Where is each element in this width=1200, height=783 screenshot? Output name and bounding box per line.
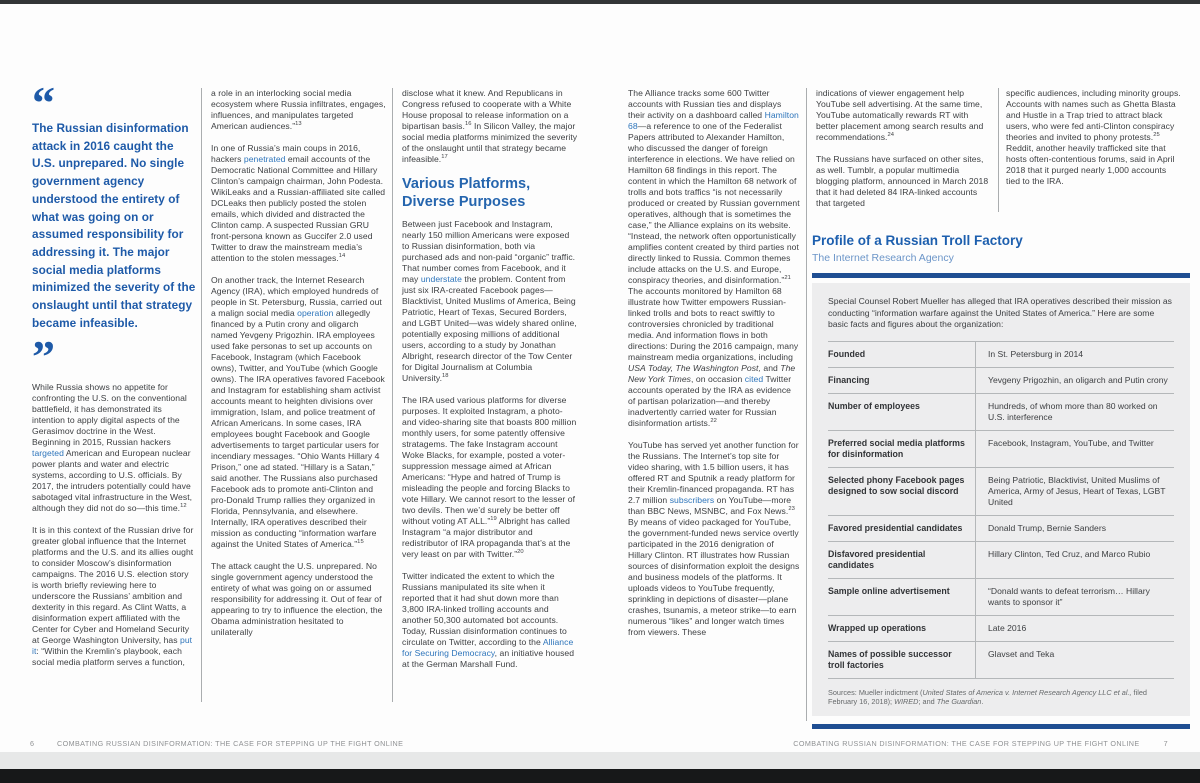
page6-column-1-text	[32, 382, 196, 668]
footnote-ref: 15	[357, 539, 364, 546]
profile-row-value: “Donald wants to defeat terrorism… Hillary wants to sponsor it”	[975, 579, 1174, 615]
page6-column-3	[402, 88, 578, 681]
body-paragraph: a role in an interlocking social media ecosystem where Russia infiltrates, engages, influences, and manipulates targeted American audiences.”$^{13}$	[211, 88, 386, 131]
footer-gray-band	[0, 752, 1200, 769]
profile-row-value: Facebook, Instagram, YouTube, and Twitter	[975, 431, 1174, 467]
page7-column-1	[628, 88, 800, 649]
footnote-ref: 12	[180, 503, 187, 510]
page7-column-3	[1006, 88, 1181, 198]
footnote-ref: 17	[441, 154, 448, 161]
bottom-border-bar	[0, 769, 1200, 783]
body-paragraph: It is in this context of the Russian drive for greater global influence that the Internet platforms and the U.S. and its allies ought to consider Moscow’s disinformation campaigns. The 2016 U.S. election story is worth briefly reviewing here to underscore the Russians’ ambition and dexterity in this regard. As Clint Watts, a disinformation expert affiliated with the Center for Cyber and Homeland Security at George Washington University, has put it: “Within the Kremlin’s playbook, each social media platform serves a function,	[32, 525, 194, 668]
footnote-ref: 16	[464, 121, 472, 128]
body-paragraph: YouTube has served yet another function for the Russians. The Internet’s top site for video sharing, with 1.5 billion users, it has offered RT and Sputnik a ready platform for their Kremlin-financed propaganda. RT has 2.7 million subscribers on YouTube—more than BBC News, MSNBC, and Fox News.$^{23}$ By means of video packaged for YouTube, the government-funded news service overtly participated in the 2016 denigration of Hillary Clinton. RT illustrates how Russian sources of disinformation exploit the designs and business models of the platforms. It uploads videos to YouTube frequently, sprinkling in depictions of disaster—plane crashes, tsunamis, a meteor strike—to earn numerous “likes” and longer watch times from viewers. These	[628, 440, 800, 637]
profile-table-row	[828, 542, 1174, 579]
profile-row-label: Financing	[828, 374, 870, 385]
column-rule	[998, 88, 999, 212]
profile-row-value: Hillary Clinton, Ted Cruz, and Marco Rubio	[975, 542, 1174, 578]
body-paragraph: Twitter indicated the extent to which the Russians manipulated its site when it reported that it had shut down more than 3,800 IRA-linked trolling accounts and another 50,300 automated bot accounts. Today, Russian disinformation continues to circulate on Twitter, according to the Alliance for Securing Democracy, an initiative housed at the German Marshall Fund.	[402, 571, 575, 669]
page7-column-2	[816, 88, 989, 220]
page-number-left: 6	[30, 739, 35, 748]
profile-top-rule	[812, 273, 1190, 278]
body-paragraph: The IRA used various platforms for diverse purposes. It exploited Instagram, a photo- and video-sharing site that boasts 800 million monthly users, for some patently offensive stratagems. The fake Instagram account Woke Blacks, for example, posted a voter-suppression message aimed at African Americans: “Hype and hatred of Trump is misleading the people and forcing Blacks to vote Hillary. We cannot resort to the lesser of two devils. Then we’d surely be better off without voting AT ALL.”$^{19}$ Albright has called Instagram “a major distributor and redistributor of IRA propaganda that’s at the very least on par with Twitter.”$^{20}$	[402, 395, 577, 559]
italic-text: USA Today, The Washington Post,	[628, 363, 761, 373]
profile-title: Profile of a Russian Troll Factory	[812, 233, 1023, 248]
profile-row-value: Donald Trump, Bernie Sanders	[975, 516, 1174, 541]
body-paragraph: While Russia shows no appetite for confronting the U.S. on the conventional battlefield, it has demonstrated its intention to apply digital aspects of the Gerasimov doctrine in the West. Beginning in 2015, Russian hackers targeted American and European nuclear power plants and water and electric systems, according to U.S. officials. By 2017, the intruders potentially could have sabotaged vital infrastructure in the West, although they did not do so—this time.$^{12}$	[32, 382, 193, 514]
footnote-ref: 14	[338, 253, 346, 260]
profile-table-row	[828, 579, 1174, 616]
profile-table-row	[828, 516, 1174, 542]
profile-row-label: Disfavored presidential candidates	[828, 548, 926, 570]
page-number-right: 7	[1163, 739, 1168, 748]
profile-sources: Sources: Mueller indictment (United States of America v. Internet Research Agency LLC et al., filed February 16, 2018); WIRED; and The Guardian.	[828, 687, 1147, 707]
profile-table-row	[828, 394, 1174, 431]
footnote-ref: 25	[1153, 132, 1160, 139]
profile-row-value: Being Patriotic, Blacktivist, United Muslims of America, Army of Jesus, Heart of Texas, LGBT United	[975, 468, 1174, 515]
footnote-ref: 22	[710, 418, 717, 425]
footnote-ref: 20	[517, 549, 524, 556]
profile-row-value: Late 2016	[975, 616, 1174, 641]
footnote-ref: 23	[788, 506, 795, 513]
body-paragraph: The Alliance tracks some 600 Twitter accounts with Russian ties and displays their activity on a dashboard called Hamilton 68—a reference to one of the Federalist Papers attributed to Alexander Hamilton, who discussed the danger of foreign interference in elections. We have relied on Hamilton 68 findings in this report. The content in which the Hamilton 68 network of trolls and bots traffics “is not necessarily produced or created by Russian government operatives, although that is sometimes the case,” the Alliance explains on its website. “Instead, the network often opportunistically amplifies content created by third parties not directly linked to Russia. Common themes include attacks on the U.S. and Europe, conspiracy theories, and disinformation.”$^{21}$ The accounts monitored by Hamilton 68 illustrate how Twitter empowers Russian-linked trolls and bots to react swiftly to controversies chronicled by traditional media. And information flows in both directions: During the 2016 campaign, many mainstream media organizations, including USA Today, The Washington Post, and The New York Times, on occasion cited Twitter accounts operated by the IRA as evidence of partisan polarization—and thereby inadvertently carried water for Russian disinformation artists.$^{22}$	[628, 88, 800, 428]
profile-bottom-rule	[812, 724, 1190, 729]
text-link[interactable]: operation	[297, 308, 334, 318]
section-heading: Various Platforms, Diverse Purposes	[402, 176, 531, 210]
body-paragraph: In one of Russia’s main coups in 2016, hackers penetrated email accounts of the Democratic National Committee and Hillary Clinton’s campaign chairman, John Podesta. WikiLeaks and a Russian-affiliated site called DCLeaks then publicly posted the stolen emails, which divided and distracted the Clinton camp. A suspected Russian GRU front-persona known as Guccifer 2.0 used Twitter to draw the mainstream media’s attention to the stolen messages.$^{14}$	[211, 143, 386, 263]
column-rule	[201, 88, 202, 702]
text-link[interactable]: subscribers	[669, 495, 715, 505]
running-title-left: COMBATING RUSSIAN DISINFORMATION: THE CASE FOR STEPPING UP THE FIGHT ONLINE	[57, 739, 404, 748]
pull-quote	[32, 77, 196, 383]
page6-column-1	[32, 77, 196, 679]
close-quote-mark: ”	[32, 331, 56, 383]
italic-text: United States of America v. Internet Research Agency LLC et al.,	[922, 687, 1132, 697]
text-link[interactable]: Alliance for Securing Democracy	[402, 637, 574, 658]
body-paragraph: specific audiences, including minority groups. Accounts with names such as Ghetta Blasta and Hustle in a Trap tried to attract black users, who were fed anti-Clinton conspiracy theories and invited to phony protests.$^{25}$ Reddit, another heavily trafficked site that hosts often-contentious forums, said in April 2018 that it purged nearly 1,000 accounts tied to the IRA.	[1006, 88, 1181, 186]
footer-right	[628, 739, 1168, 748]
text-link[interactable]: targeted	[32, 448, 64, 459]
body-paragraph: The attack caught the U.S. unprepared. No single government agency understood the entirety of what was going on or assumed responsibility for addressing it. Out of fear of appearing to try to influence the election, the Obama administration hesitated to unilaterally	[211, 561, 383, 637]
profile-table-row	[828, 342, 1174, 368]
footnote-ref: 19	[490, 516, 497, 523]
footnote-ref: 24	[887, 132, 895, 139]
pull-quote-text: The Russian disinformation attack in 2016 caught the U.S. unprepared. No single government agency understood the entirety of what was going on or assumed responsibility for addressing it. The major social media platforms minimized the severity of the onslaught until that strategy became infeasible.	[32, 121, 196, 330]
body-paragraph: The Russians have surfaced on other sites, as well. Tumblr, a popular multimedia blogging platform, announced in March 2018 that it had deleted 84 IRA-linked accounts that targeted	[816, 154, 989, 208]
column-rule	[806, 88, 807, 721]
profile-row-label: Favored presidential candidates	[828, 522, 963, 533]
profile-table-row	[828, 616, 1174, 642]
body-paragraph: disclose what it knew. And Republicans in Congress refused to cooperate with a White House proposal to release information on a bipartisan basis.$^{16}$ In Silicon Valley, the major social media platforms minimized the severity of the onslaught until that strategy became infeasible.$^{17}$	[402, 88, 578, 164]
text-link[interactable]: put it	[32, 635, 193, 657]
body-paragraph: Between just Facebook and Instagram, nearly 150 million Americans were exposed to Russian disinformation, both via purchased ads and non-paid “organic” traffic. That number comes from Facebook, and it may understate the problem. Content from just six IRA-created Facebook pages—Blacktivist, United Muslims of America, Being Patriotic, Heart of Texas, Secured Borders, and LGBT United—was widely shared online, potentially exposing millions of additional users, according to a study by Jonathan Albright, research director of the Tow Center for Digital Journalism at Columbia University.$^{18}$	[402, 219, 577, 383]
italic-text: WIRED	[894, 697, 919, 707]
profile-row-value: Yevgeny Prigozhin, an oligarch and Putin crony	[975, 368, 1174, 393]
profile-row-value: In St. Petersburg in 2014	[975, 342, 1174, 367]
profile-row-label: Wrapped up operations	[828, 622, 927, 633]
profile-table-row	[828, 431, 1174, 468]
column-rule	[392, 88, 393, 702]
profile-box	[812, 283, 1190, 716]
profile-table	[828, 341, 1174, 679]
open-quote-mark: “	[32, 77, 56, 128]
footnote-ref: 21	[784, 275, 791, 282]
footnote-ref: 13	[295, 121, 302, 128]
profile-table-row	[828, 642, 1174, 679]
profile-table-row	[828, 368, 1174, 394]
italic-text: The New York Times	[628, 363, 796, 384]
profile-intro: Special Counsel Robert Mueller has alleged that IRA operatives described their mission as conducting “information warfare against the United States of America.” Here are some basic facts and figures about the organization:	[828, 296, 1172, 329]
profile-row-label: Sample online advertisement	[828, 585, 950, 596]
profile-row-label: Names of possible successor troll factories	[828, 648, 952, 670]
profile-table-row	[828, 468, 1174, 516]
profile-row-value: Glavset and Teka	[975, 642, 1174, 678]
text-link[interactable]: penetrated	[243, 154, 286, 164]
profile-row-value: Hundreds, of whom more than 80 worked on U.S. interference	[975, 394, 1174, 430]
top-border-bar	[0, 0, 1200, 4]
italic-text: The Guardian	[936, 697, 982, 707]
text-link[interactable]: cited	[744, 374, 764, 384]
profile-row-label: Preferred social media platforms for disinformation	[828, 437, 965, 459]
profile-subtitle: The Internet Research Agency	[812, 252, 954, 264]
footnote-ref: 18	[442, 373, 449, 380]
page6-column-2	[211, 88, 386, 649]
profile-row-label: Founded	[828, 348, 866, 359]
profile-row-label: Selected phony Facebook pages designed to sow social discord	[828, 474, 965, 496]
running-title-right: COMBATING RUSSIAN DISINFORMATION: THE CASE FOR STEPPING UP THE FIGHT ONLINE	[793, 739, 1140, 748]
text-link[interactable]: understate	[420, 274, 462, 284]
text-link[interactable]: Hamilton 68	[628, 110, 799, 131]
body-paragraph: indications of viewer engagement help YouTube sell advertising. At the same time, YouTube automatically rewards RT with better placement among search results and recommendations.$^{24}$	[816, 88, 984, 142]
profile-row-label: Number of employees	[828, 400, 920, 411]
body-paragraph: On another track, the Internet Research Agency (IRA), which employed hundreds of people in St. Petersburg, Russia, carried out a malign social media operation allegedly financed by a Putin crony and oligarch named Yevgeny Prigozhin. IRA employees used fake personas to set up accounts on Facebook, Instagram (which Facebook owns), Twitter, and YouTube (which Google owns). The IRA operatives favored Facebook and Instagram for establishing sham activist accounts meant to heighten divisions over immigration, Islam, and police treatment of African Americans. In some cases, IRA employees bought Facebook and Google advertisements to target particular users for incendiary messages. “Ohio Wants Hillary 4 Prison,” one ad stated. “Hillary is a Satan,” said another. The Russians also purchased Facebook ads to promote anti-Clinton and pro-Donald Trump rallies they organized in Florida, Pennsylvania, and elsewhere. Internally, IRA operatives described their mission as conducting “information warfare against the United States of America.”$^{15}$	[211, 275, 385, 549]
profile-sidebar	[812, 233, 1190, 729]
